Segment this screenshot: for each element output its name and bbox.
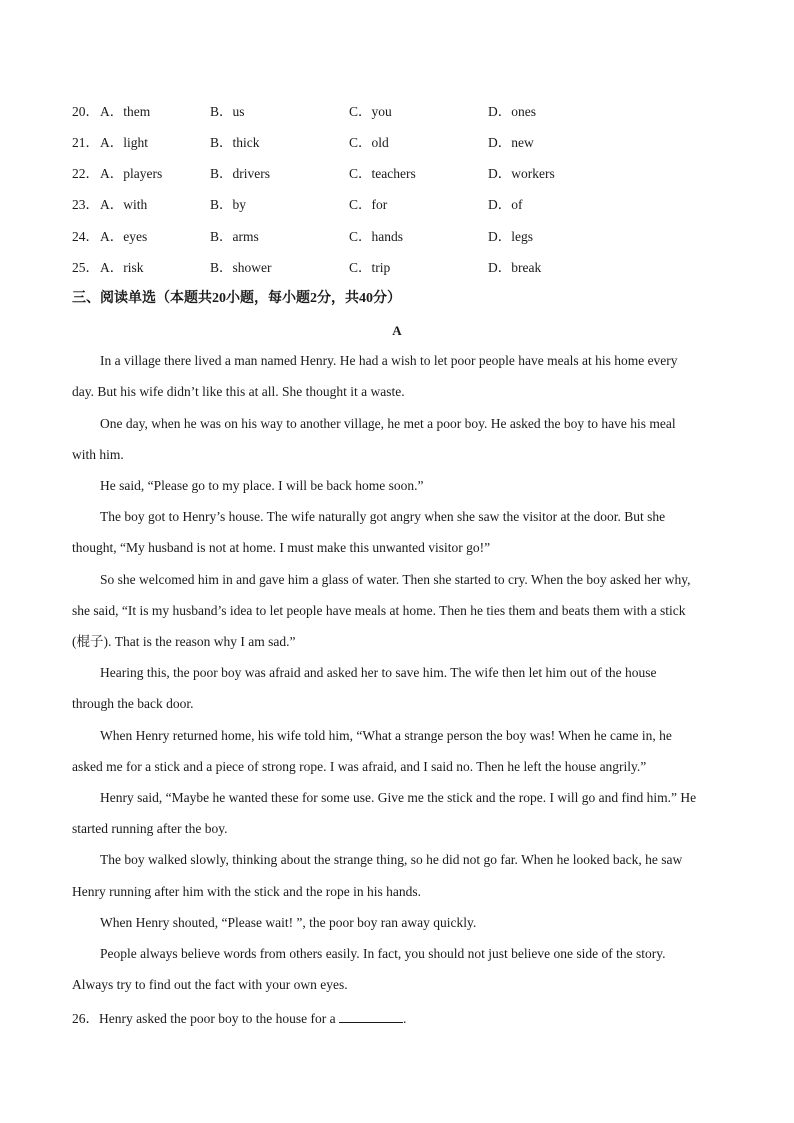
option-d: D．workers <box>488 166 555 181</box>
passage-line: asked me for a stick and a piece of strong rope. I was afraid, and I said no. Then he left the house angrily.” <box>72 759 647 774</box>
option-d: D．ones <box>488 104 536 119</box>
passage-line: The boy got to Henry’s house. The wife naturally got angry when she saw the visitor at the door. But she <box>100 509 666 524</box>
option-d: D．break <box>488 260 542 275</box>
passage-line: Always try to find out the fact with your own eyes. <box>72 977 348 992</box>
question-26 <box>72 1008 406 1029</box>
passage-line: Henry said, “Maybe he wanted these for some use. Give me the stick and the rope. I will go and find him.” He <box>100 790 697 805</box>
passage-line: When Henry returned home, his wife told him, “What a strange person the boy was! When he came in, he <box>100 728 672 743</box>
option-d: D．legs <box>488 229 533 244</box>
passage-line: (棍子). That is the reason why I am sad.” <box>72 634 296 649</box>
option-a: A．with <box>100 197 148 212</box>
option-c: C．teachers <box>349 166 416 181</box>
passage-line: Henry running after him with the stick and the rope in his hands. <box>72 884 422 899</box>
answer-blank[interactable] <box>339 1008 403 1023</box>
question-26-end: . <box>402 1011 407 1026</box>
passage-line: He said, “Please go to my place. I will be back home soon.” <box>100 478 424 493</box>
option-b: B．drivers <box>210 166 270 181</box>
option-c: C．trip <box>349 260 391 275</box>
option-c: C．hands <box>349 229 403 244</box>
passage-line: with him. <box>72 447 124 462</box>
option-d: D．new <box>488 135 534 150</box>
question-number: 22． <box>72 166 99 181</box>
passage-line: One day, when he was on his way to another village, he met a poor boy. He asked the boy to have his meal <box>100 416 676 431</box>
passage-line: So she welcomed him in and gave him a glass of water. Then she started to cry. When the boy asked her why, <box>100 572 691 587</box>
passage-line: People always believe words from others easily. In fact, you should not just believe one side of the story. <box>100 946 666 961</box>
option-d: D．of <box>488 197 523 212</box>
option-b: B．us <box>210 104 245 119</box>
option-c: C．for <box>349 197 388 212</box>
option-c: C．you <box>349 104 392 119</box>
passage-line: When Henry shouted, “Please wait! ”, the poor boy ran away quickly. <box>100 915 477 930</box>
option-b: B．by <box>210 197 247 212</box>
option-a: A．them <box>100 104 151 119</box>
option-b: B．shower <box>210 260 272 275</box>
option-b: B．thick <box>210 135 260 150</box>
question-number: 24． <box>72 229 99 244</box>
question-26-text: 26．Henry asked the poor boy to the house for a <box>72 1011 339 1026</box>
option-a: A．eyes <box>100 229 148 244</box>
option-a: A．light <box>100 135 149 150</box>
passage-line: In a village there lived a man named Henry. He had a wish to let poor people have meals at his home every <box>100 353 678 368</box>
passage-line: started running after the boy. <box>72 821 228 836</box>
question-number: 21． <box>72 135 99 150</box>
question-number: 20． <box>72 104 99 119</box>
passage-line: The boy walked slowly, thinking about the strange thing, so he did not go far. When he looked back, he saw <box>100 852 683 867</box>
section-title: 三、阅读单选（本题共20小题，每小题2分，共40分） <box>72 291 401 306</box>
passage-line: thought, “My husband is not at home. I must make this unwanted visitor go!” <box>72 540 491 555</box>
option-c: C．old <box>349 135 389 150</box>
passage-line: day. But his wife didn’t like this at all. She thought it a waste. <box>72 384 405 399</box>
passage-label: A <box>392 323 402 338</box>
passage-line: she said, “It is my husband’s idea to let people have meals at home. Then he ties them and beats them with a stick <box>72 603 686 618</box>
question-number: 25． <box>72 260 99 275</box>
option-a: A．players <box>100 166 163 181</box>
option-b: B．arms <box>210 229 259 244</box>
passage-line: Hearing this, the poor boy was afraid and asked her to save him. The wife then let him out of the house <box>100 665 657 680</box>
option-a: A．risk <box>100 260 144 275</box>
question-number: 23． <box>72 197 99 212</box>
passage-line: through the back door. <box>72 696 194 711</box>
